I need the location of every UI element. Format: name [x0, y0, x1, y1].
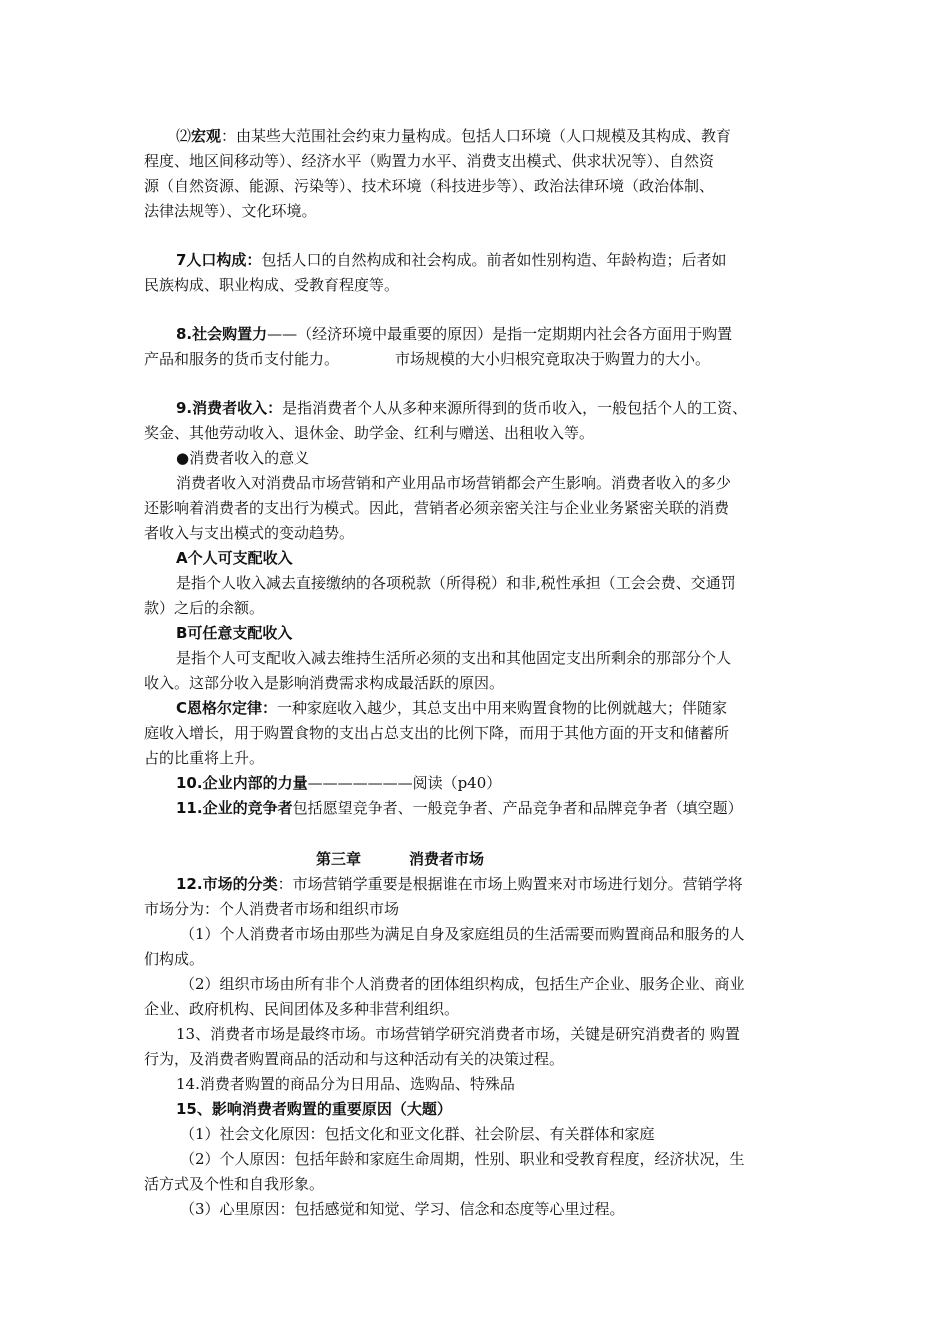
item7-text: 包括人口的自然构成和社会构成。前者如性别构造、年龄构造；后者如 — [261, 251, 727, 269]
item12-line-2: 市场分为：个人消费者市场和组织市场 — [144, 900, 400, 918]
item9-a-title: A个人可支配收入 — [176, 549, 293, 567]
item11-line — [144, 796, 812, 821]
item15-f2-2: 活方式及个性和自我形象。 — [144, 1175, 325, 1193]
item9-c-text: 一种家庭收入越少，其总支出中用来购置食物的比例就越大；伴随家 — [277, 699, 728, 717]
item9-c-line-2: 庭收入增长，用于购置食物的支出占总支出的比例下降，而用于其他方面的开支和储蓄所 — [144, 724, 730, 742]
item8-text-b: 市场规模的大小归根究竟取决于购置力的大小。 — [395, 350, 711, 368]
item9-b-title: B可任意支配收入 — [176, 624, 293, 642]
item9-meaning-2: 还影响着消费者的支出行为模式。因此，营销者必须亲密关注与企业业务紧密关联的消费 — [144, 499, 730, 517]
item15-title: 15、影响消费者购置的重要原因（大题） — [176, 1100, 452, 1118]
item9-b-text-2: 收入。这部分收入是影响消费需求构成最活跃的原因。 — [144, 674, 505, 692]
item9-c-title: C恩格尔定律： — [176, 699, 278, 717]
item13-line-1: 13、消费者市场是最终市场。市场营销学研究消费者市场，关键是研究消费者的 购置 — [176, 1025, 740, 1043]
chapter-number: 第三章 — [316, 850, 362, 868]
item8-line-2 — [144, 347, 812, 372]
item10-text: ———————阅读（p40） — [307, 774, 502, 792]
macro-text: ：由某些大范围社会约束力量构成。包括人口环境（人口规模及其构成、教育 — [221, 127, 732, 145]
item8-text: ——（经济环境中最重要的原因）是指一定期期内社会各方面用于购置 — [267, 325, 733, 343]
item15-f2-1: （2）个人原因：包括年龄和家庭生命周期，性别、职业和受教育程度，经济状况，生 — [180, 1150, 745, 1168]
item10-term: 10.企业内部的力量 — [176, 774, 308, 792]
item13-line-2: 行为，及消费者购置商品的活动和与这种活动有关的决策过程。 — [144, 1050, 565, 1068]
document-body — [144, 124, 812, 1222]
item9-line-2: 奖金、其他劳动收入、退休金、助学金、红利与赠送、出租收入等。 — [144, 424, 595, 442]
item7-line-1 — [144, 248, 812, 273]
chapter-title: 消费者市场 — [409, 850, 485, 868]
macro-line-2: 程度、地区间移动等）、经济水平（购置力水平、消费支出模式、供求状况等）、自然资 — [144, 152, 715, 170]
item9-c-line-1 — [144, 696, 812, 721]
item11-term: 11.企业的竞争者 — [176, 799, 293, 817]
macro-number: ⑵ — [176, 127, 192, 145]
item9-term: 9.消费者收入： — [176, 399, 283, 417]
item9-text: 是指消费者个人从多种来源所得到的货币收入，一般包括个人的工资、 — [282, 399, 748, 417]
item9-a-text-2: 款）之后的余额。 — [144, 599, 265, 617]
item15-f3: （3）心里原因：包括感觉和知觉、学习、信念和态度等心里过程。 — [180, 1200, 625, 1218]
item7-line-2: 民族构成、职业构成、受教育程度等。 — [144, 276, 400, 294]
item12-p2-2: 企业、政府机构、民间团体及多种非营利组织。 — [144, 1000, 460, 1018]
item12-p1-1: （1）个人消费者市场由那些为满足自身及家庭组员的生活需要而购置商品和服务的人 — [180, 925, 745, 943]
item14-line: 14.消费者购置的商品分为日用品、选购品、特殊品 — [176, 1075, 515, 1093]
item12-text: ：市场营销学重要是根据谁在市场上购置来对市场进行划分。营销学将 — [277, 875, 743, 893]
item9-c-line-3: 占的比重将上升。 — [144, 749, 265, 767]
macro-line-1 — [144, 124, 812, 149]
item9-line-1 — [144, 396, 812, 421]
item9-b-text-1: 是指个人可支配收入减去维持生活所必须的支出和其他固定支出所剩余的那部分个人 — [176, 649, 732, 667]
item12-p2-1: （2）组织市场由所有非个人消费者的团体组织构成，包括生产企业、服务企业、商业 — [180, 975, 745, 993]
item8-text-a: 产品和服务的货币支付能力。 — [144, 350, 340, 368]
chapter-heading — [144, 847, 812, 872]
item12-line-1 — [144, 872, 812, 897]
item12-term: 12.市场的分类 — [176, 875, 278, 893]
item15-f1: （1）社会文化原因：包括文化和亚文化群、社会阶层、有关群体和家庭 — [180, 1125, 655, 1143]
item8-line-1 — [144, 322, 812, 347]
item9-a-text-1: 是指个人收入减去直接缴纳的各项税款（所得税）和非,税性承担（工会会费、交通罚 — [176, 574, 736, 592]
item11-text: 包括愿望竞争者、一般竞争者、产品竞争者和品牌竞争者（填空题） — [292, 799, 743, 817]
item9-meaning-3: 者收入与支出模式的变动趋势。 — [144, 524, 355, 542]
item9-bullet: ●消费者收入的意义 — [176, 449, 310, 467]
item9-meaning-1: 消费者收入对消费品市场营销和产业用品市场营销都会产生影响。消费者收入的多少 — [176, 474, 732, 492]
item8-term: 8.社会购置力 — [176, 325, 268, 343]
item10-line — [144, 771, 812, 796]
item12-p1-2: 们构成。 — [144, 950, 205, 968]
item7-term: 7人口构成： — [176, 251, 262, 269]
macro-line-3: 源（自然资源、能源、污染等）、技术环境（科技进步等）、政治法律环境（政治体制、 — [144, 177, 715, 195]
macro-line-4: 法律法规等）、文化环境。 — [144, 202, 317, 220]
macro-term: 宏观 — [191, 127, 222, 145]
